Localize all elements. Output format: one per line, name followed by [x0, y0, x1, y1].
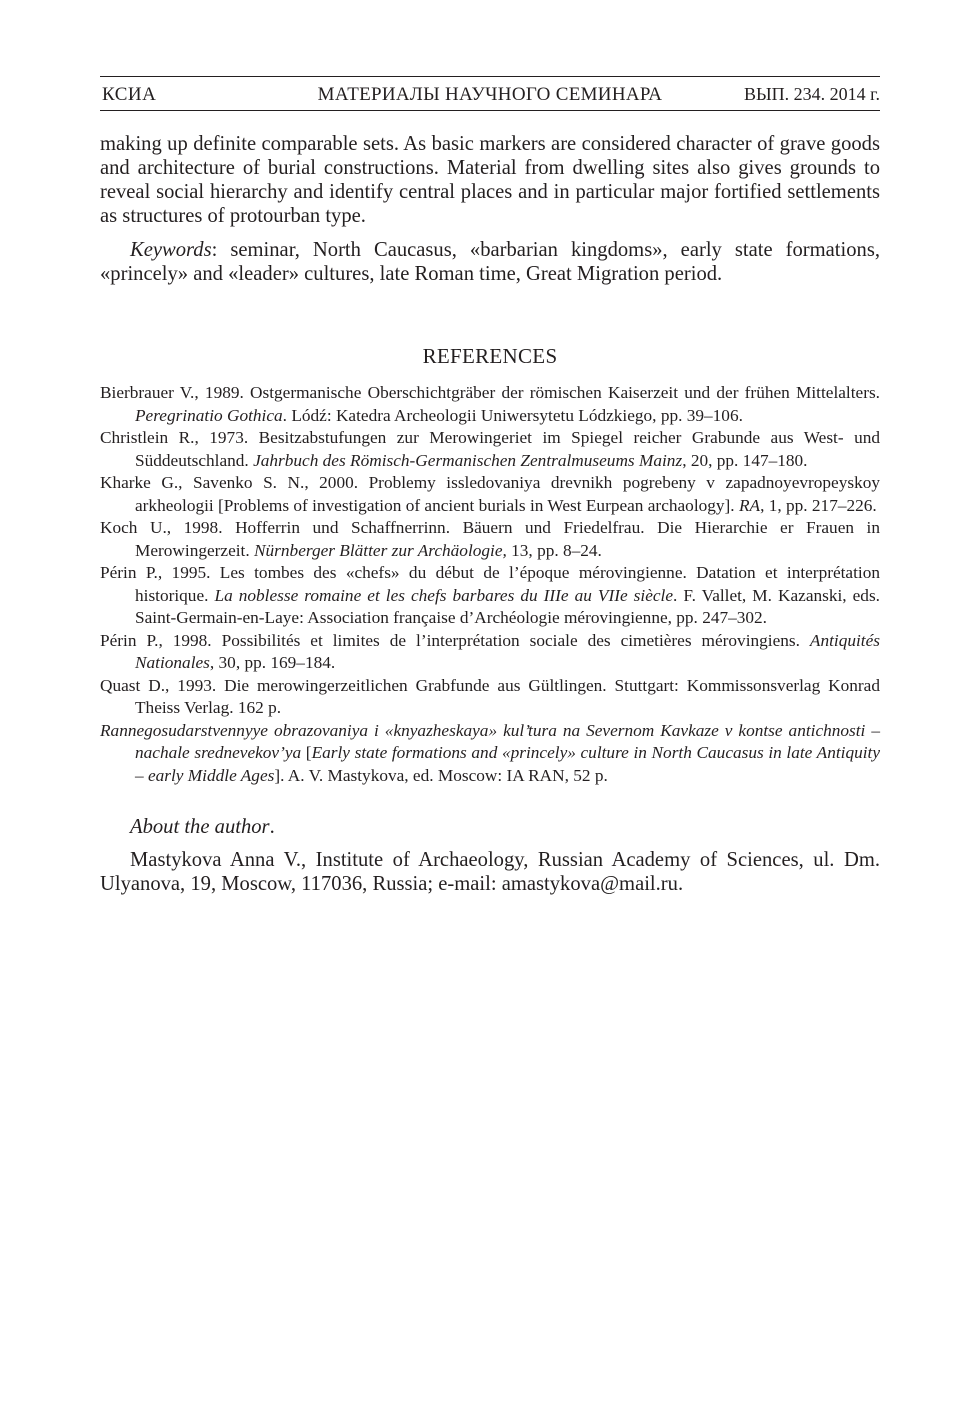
page [100, 76, 880, 896]
section-title: МАТЕРИАЛЫ НАУЧНОГО СЕМИНАРА [317, 84, 663, 105]
reference-item: Koch U., 1998. Hofferrin und Schaffnerrinn. Bäuern und Friedelfrau. Die Hierarchie er Frauen in Merowingerzeit. Nürnberger Blätter zur Archäologie, 13, pp. 8–24. [100, 518, 880, 560]
reference-item: Périn P., 1998. Possibilités et limites de l’interprétation sociale des cimetières mérovingiens. Antiquités Nationales, 30, pp. 169–184. [100, 630, 880, 672]
running-header [100, 76, 880, 111]
reference-item: Quast D., 1993. Die merowingerzeitlichen Grabfunde aus Gültlingen. Stuttgart: Kommissonsverlag Konrad Theiss Verlag. 162 p. [100, 675, 880, 717]
keywords-label: Keywords [130, 239, 212, 261]
reference-item: Rannegosudarstvennyye obrazovaniya i «knyazheskaya» kul’tura na Severnom Kavkaze v kontse antichnosti – nachale srednevekov’ya [Early state formations and «princely» culture in North Caucasus in late Antiquity – early Middle Ages]. A. V. Mastykova, ed. Moscow: IA RAN, 52 p. [100, 720, 881, 785]
about-author-text: Mastykova Anna V., Institute of Archaeology, Russian Academy of Sciences, ul. Dm. Ulyanova, 19, Moscow, 117036, Russia; e-mail: amastykova@mail.ru. [100, 849, 880, 895]
reference-item: Kharke G., Savenko S. N., 2000. Problemy issledovaniya drevnikh pogrebeny v zapadnoyevropeyskoy arkheologii [Problems of investigation of ancient burials in West Eurpean archaology]. RA, 1, pp. 217–226. [100, 473, 880, 515]
keywords-text: : seminar, North Caucasus, «barbarian kingdoms», early state formations, «princely» and «leader» cultures, late Roman time, Great Migration period. [100, 239, 880, 285]
keywords-paragraph [100, 238, 880, 286]
issue-info: ВЫП. 234. 2014 г. [743, 84, 880, 104]
reference-item: Bierbrauer V., 1989. Ostgermanische Oberschichtgräber der römischen Kaiserzeit und der frühen Mittelalters. Peregrinatio Gothica. Lódź: Katedra Archeologii Uniwersytetu Lódzkiego, pp. 39–106. [100, 383, 880, 425]
about-author-heading: About the author. [130, 816, 275, 838]
abstract-paragraph: making up definite comparable sets. As basic markers are considered character of grave goods and architecture of burial constructions. Material from dwelling sites also gives grounds to reveal social hierarchy and identify central places and in particular major fortified settlements as structures of protourban type. [100, 133, 880, 227]
journal-abbrev: КСИА [102, 84, 157, 105]
references-heading: REFERENCES [422, 344, 558, 368]
reference-item: Périn P., 1995. Les tombes des «chefs» du début de l’époque mérovingienne. Datation et interprétation historique. La noblesse romaine et les chefs barbares du IIIe au VIIe siècle. F. Vallet, M. Kazanski, eds. Saint-Germain-en-Laye: Association française d’Archéologie mérovingienne, pp. 247–302. [100, 563, 880, 627]
references-list [100, 382, 880, 787]
reference-item: Christlein R., 1973. Besitzabstufungen zur Merowingeriet im Spiegel reicher Grabunde aus West- und Süddeutschland. Jahrbuch des Römisch-Germanischen Zentralmuseums Mainz, 20, pp. 147–180. [100, 428, 880, 470]
